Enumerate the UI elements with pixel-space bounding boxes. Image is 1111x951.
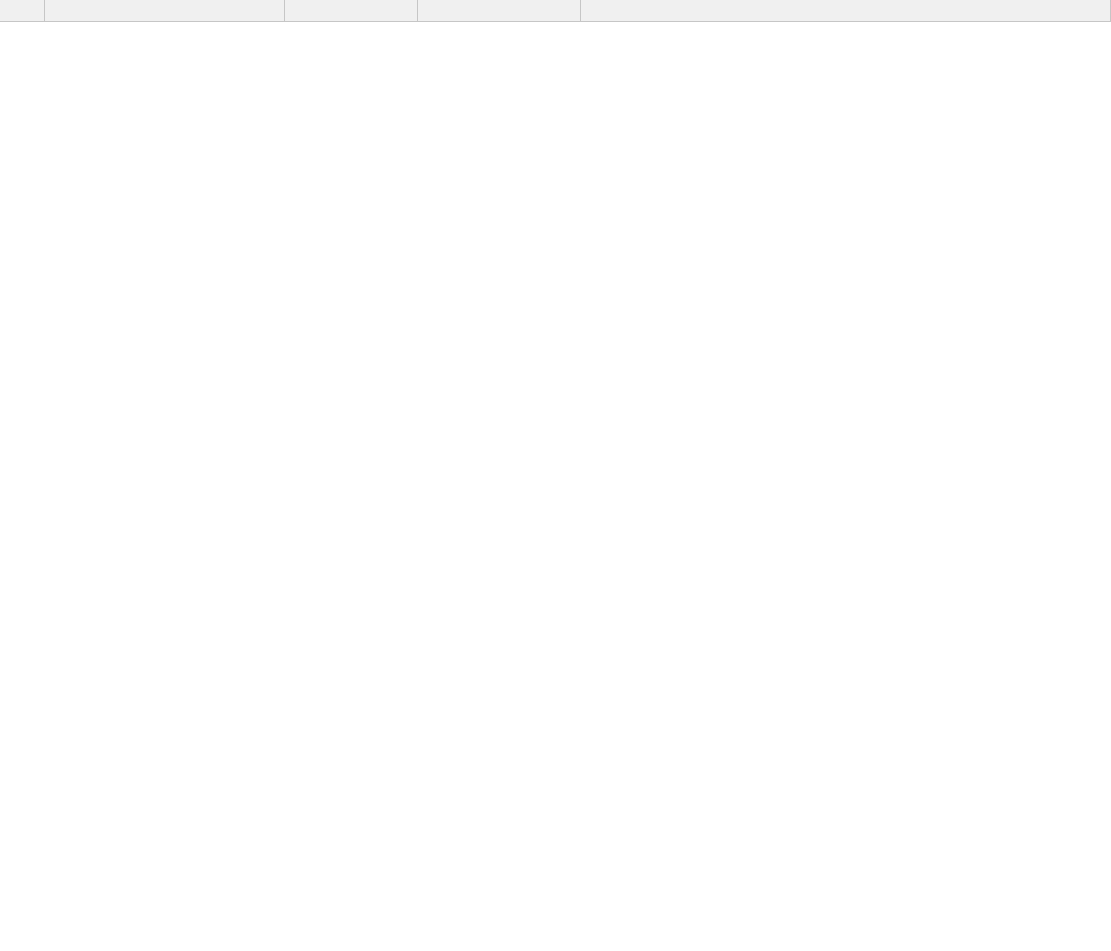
column-header-c[interactable] (285, 0, 418, 22)
column-header-d[interactable] (418, 0, 581, 22)
column-header-e[interactable] (581, 0, 1111, 22)
column-header-b[interactable] (45, 0, 285, 22)
select-all-corner[interactable] (0, 0, 45, 22)
